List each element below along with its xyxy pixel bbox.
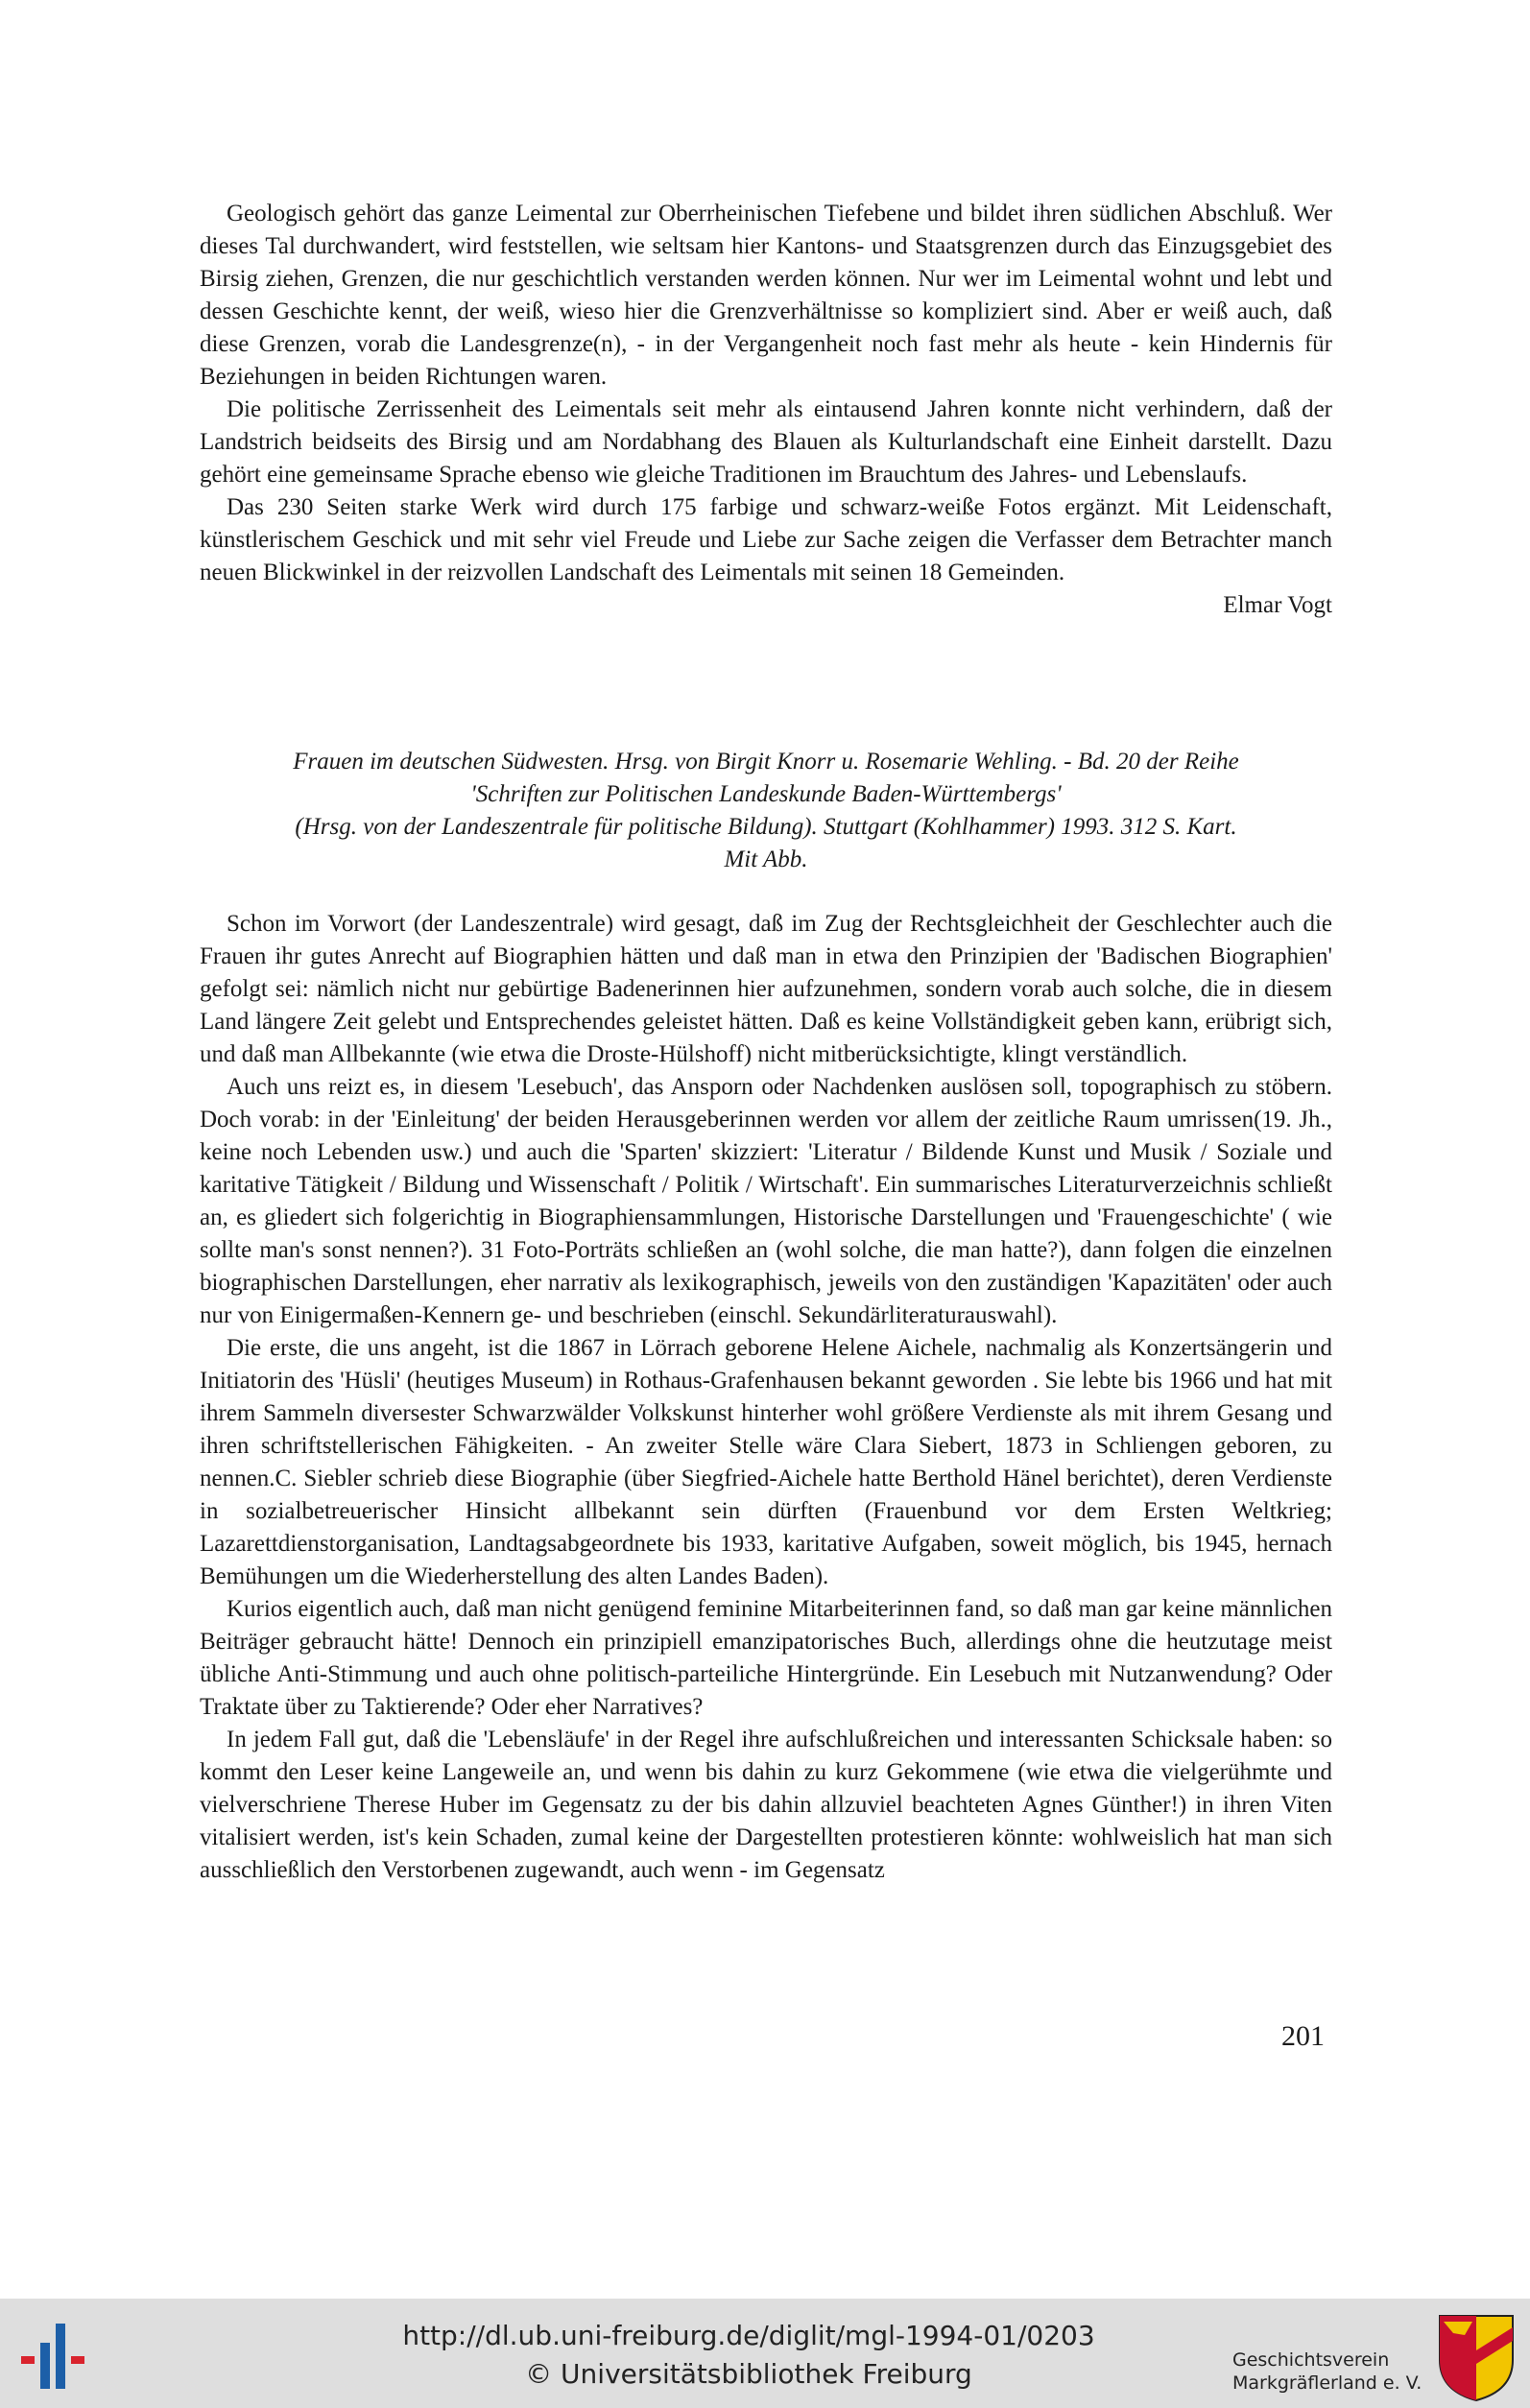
review-heading: [200, 746, 1332, 876]
paragraph: Geologisch gehört das ganze Leimental zur Oberrheinischen Tiefebene und bildet ihren südlichen Abschluß. Wer dieses Tal durchwandert, wird feststellen, wie seltsam hier Kantons- und Staatsgrenzen durch das Einzugsgebiet des Birsig ziehen, Grenzen, die nur geschichtlich verstanden werden können. Nur wer im Leimental wohnt und lebt und dessen Geschichte kennt, der weiß, wieso hier die Grenzverhältnisse so kompliziert sind. Aber er weiß auch, daß diese Grenzen, vorab die Landesgrenze(n), - in der Vergangenheit noch fast mehr als heute - kein Hindernis für Beziehungen in beiden Richtungen waren.: [200, 201, 1332, 390]
paragraph: Schon im Vorwort (der Landeszentrale) wird gesagt, daß im Zug der Rechtsgleichheit der Geschlechter auch die Frauen ihr gutes Anrecht auf Biographien hätten und daß man in etwa den Prinzipien der 'Badischen Biographien' gefolgt sei: nämlich nicht nur gebürtige Badenerinnen hier aufzunehmen, sondern vorab auch solche, die in diesem Land längere Zeit gelebt und Entsprechendes geleistet hätten. Daß es keine Vollständigkeit geben kann, erübrigt sich, und daß man Allbekannte (wie etwa die Droste-Hülshoff) nicht mitberücksichtigte, klingt verständlich.: [200, 911, 1332, 1067]
viewer-footer: [0, 2299, 1530, 2408]
university-library-logo-icon: [17, 2318, 98, 2393]
society-crest-icon: [1436, 2312, 1517, 2402]
heading-line: 'Schriften zur Politischen Landeskunde Baden-Württembergs': [470, 781, 1062, 807]
society-name-line: Markgräflerland e. V.: [1232, 2372, 1422, 2394]
paragraph: Die erste, die uns angeht, ist die 1867 in Lörrach geborene Helene Aichele, nachmalig als Konzertsängerin und Initiatorin des 'Hüsli' (heutiges Museum) in Rothaus-Grafenhausen bekannt geworden . Sie lebte bis 1966 und hat mit ihrem Sammeln diversester Schwarzwälder Volkskunst hinterher wohl größere Verdienste als mit ihrem Gesang und ihren schriftstellerischen Fähigkeiten. - An zweiter Stelle wäre Clara Siebert, 1873 in Schliengen geboren, zu nennen.C. Siebler schrieb diese Biographie (über Siegfried-Aichele hatte Berthold Hänel berichtet), deren Verdienste in sozialbetreuerischer Hinsicht allbekannt sein dürften (Frauenbund vor dem Ersten Weltkrieg; Lazarettdienstorganisation, Landtagsabgeordnete bis 1933, karitative Aufgaben, soweit möglich, bis 1945, hernach Bemühungen um die Wiederherstellung des alten Landes Baden).: [200, 1335, 1332, 1589]
review-body: [200, 908, 1332, 1887]
permalink-url[interactable]: http://dl.ub.uni-freiburg.de/diglit/mgl-1994-01/0203: [402, 2320, 1095, 2351]
paragraph: Das 230 Seiten starke Werk wird durch 175 farbige und schwarz-weiße Fotos ergänzt. Mit Leidenschaft, künstlerischem Geschick und mit sehr viel Freude und Liebe zur Sache zeigen die Verfasser dem Betrachter manch neuen Blickwinkel in der reizvollen Landschaft des Leimentals mit seinen 18 Gemeinden.: [200, 494, 1332, 585]
page-number: 201: [1281, 2020, 1325, 2052]
paragraph: Auch uns reizt es, in diesem 'Lesebuch', das Ansporn oder Nachdenken auslösen soll, topographisch zu stöbern. Doch vorab: in der 'Einleitung' der beiden Herausgeberinnen werden vor allem der zeitliche Raum umrissen(19. Jh., keine noch Lebenden usw.) und auch die 'Sparten' skizziert: 'Literatur / Bildende Kunst und Musik / Soziale und karitative Tätigkeit / Bildung und Wissenschaft / Politik / Wirtschaft'. Ein summarisches Literaturverzeichnis schließt an, es gliedert sich folgerichtig in Biographiensammlungen, Historische Darstellungen und 'Frauengeschichte' ( wie sollte man's sonst nennen?). 31 Foto-Porträts schließen an (wohl solche, die man hatte?), dann folgen die einzelnen biographischen Darstellungen, eher narrativ als lexikographisch, jeweils von den zuständigen 'Kapazitäten' oder auch nur von Einigermaßen-Kennern ge- und beschrieben (einschl. Sekundärliteraturauswahl).: [200, 1074, 1332, 1328]
heading-line: Frauen im deutschen Südwesten. Hrsg. von Birgit Knorr u. Rosemarie Wehling. - Bd. 20 der Reihe: [293, 749, 1239, 775]
author-signature: Elmar Vogt: [1223, 592, 1332, 618]
paragraph: Die politische Zerrissenheit des Leimentals seit mehr als eintausend Jahren konnte nicht verhindern, daß der Landstrich beidseits des Birsig und am Nordabhang des Blauen als Kulturlandschaft eine Einheit darstellt. Dazu gehört eine gemeinsame Sprache ebenso wie gleiche Traditionen im Brauchtum des Jahres- und Lebenslaufs.: [200, 396, 1332, 488]
heading-line: (Hrsg. von der Landeszentrale für politische Bildung). Stuttgart (Kohlhammer) 1993. 312 S. Kart.: [295, 814, 1237, 840]
paragraph: Kurios eigentlich auch, daß man nicht genügend feminine Mitarbeiterinnen fand, so daß man gar keine männlichen Beiträger gebraucht hätte! Dennoch ein prinzipiell emanzipatorisches Buch, allerdings ohne die heutzutage meist übliche Anti-Stimmung und auch ohne politisch-parteiliche Hintergründe. Ein Lesebuch mit Nutzanwendung? Oder Traktate über zu Taktierende? Oder eher Narratives?: [200, 1596, 1332, 1720]
heading-line: Mit Abb.: [724, 846, 808, 872]
paragraph: In jedem Fall gut, daß die 'Lebensläufe' in der Regel ihre aufschlußreichen und interessanten Schicksale haben: so kommt den Leser keine Langeweile an, und wenn bis dahin zu kurz Gekommene (wie etwa die vielgerühmte und vielverschriene Therese Huber im Gegensatz zu der bis dahin allzuviel beachteten Agnes Günther!) in ihren Viten vitalisiert werden, ist's kein Schaden, zumal keine der Dargestellten protestieren könnte: wohlweislich hat man sich ausschließlich den Verstorbenen zugewandt, auch wenn - im Gegensatz: [200, 1727, 1332, 1883]
previous-review-body: [200, 198, 1332, 622]
society-name: [1232, 2348, 1444, 2395]
copyright-notice: © Universitätsbibliothek Freiburg: [525, 2358, 972, 2390]
society-name-line: Geschichtsverein: [1232, 2349, 1390, 2371]
